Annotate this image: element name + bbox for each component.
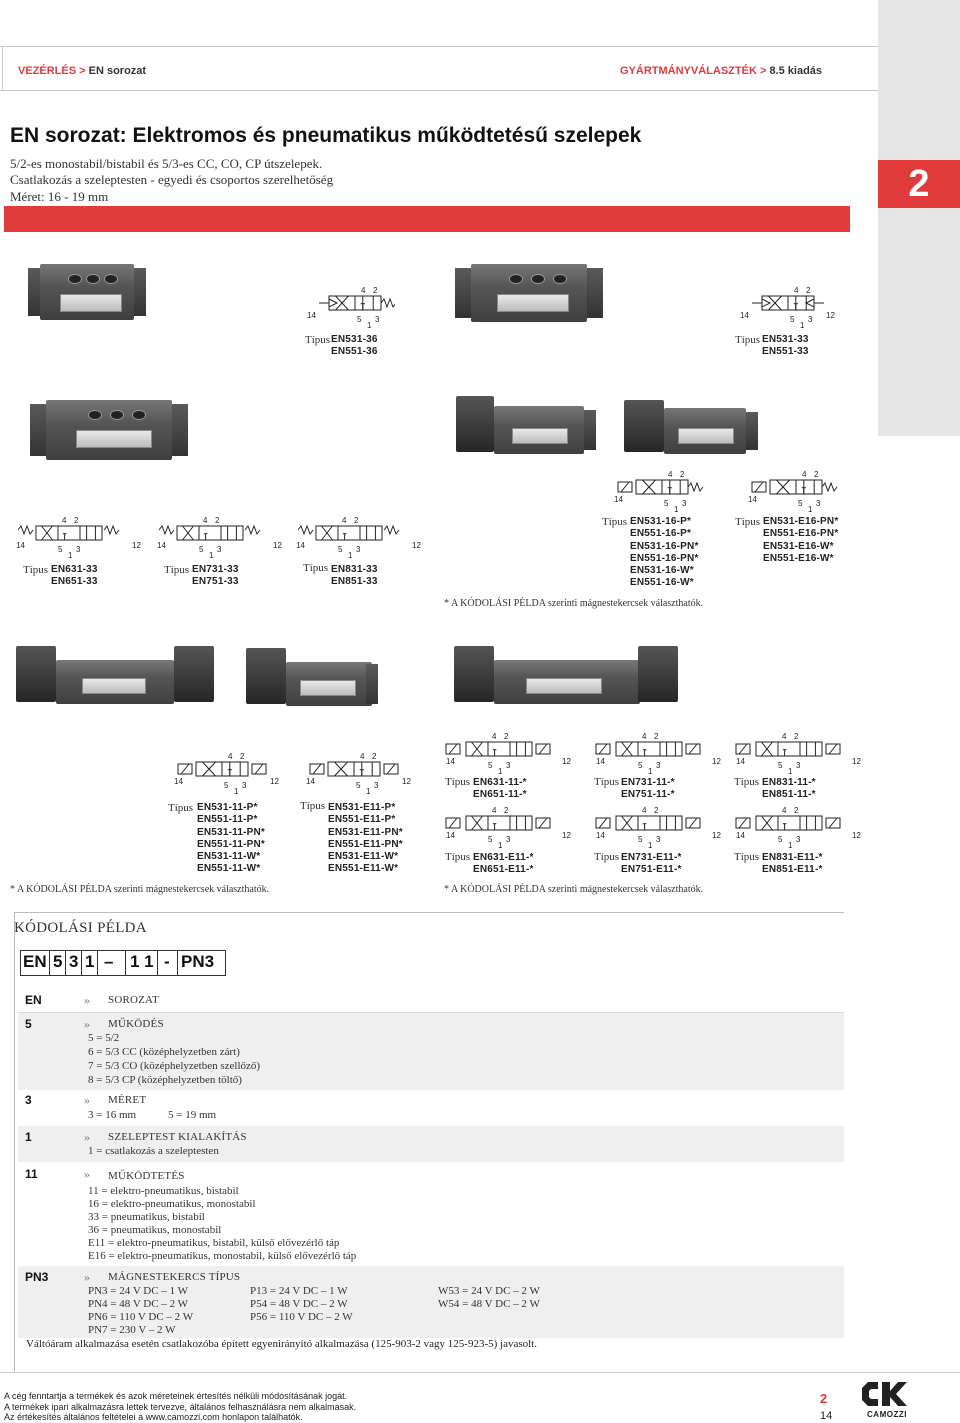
valve-photo-11 (16, 644, 216, 706)
svg-text:12: 12 (852, 831, 861, 840)
coding-title: KÓDOLÁSI PÉLDA (14, 920, 147, 936)
row-name: MŰKÖDTETÉS (108, 1170, 185, 1182)
svg-text:12: 12 (273, 541, 282, 550)
type-code: EN651-33 (51, 576, 98, 588)
svg-text:3: 3 (796, 761, 801, 770)
type-code: EN851-11-* (762, 789, 816, 801)
svg-text:12: 12 (412, 541, 421, 550)
type-codes-g14 (621, 852, 682, 877)
row-option: 36 = pneumatikus, monostabil (88, 1224, 222, 1236)
type-code: EN551-E11-W* (328, 863, 399, 875)
type-codes-g3 (51, 564, 98, 589)
svg-text:2: 2 (215, 516, 220, 525)
row-option: 7 = 5/3 CO (középhelyzetben szellőző) (88, 1060, 261, 1072)
coding-frame-top (14, 912, 844, 913)
row-option: 5 = 5/2 (88, 1032, 120, 1044)
type-code: EN731-11-* (621, 777, 675, 788)
svg-text:3: 3 (796, 835, 801, 844)
svg-text:2: 2 (372, 752, 377, 761)
svg-text:5: 5 (778, 761, 783, 770)
type-code: EN531-11-P* (197, 802, 258, 813)
row-option: 16 = elektro-pneumatikus, monostabil (88, 1198, 256, 1210)
svg-text:1: 1 (498, 841, 503, 850)
svg-text:14: 14 (748, 495, 757, 504)
svg-text:12: 12 (132, 541, 141, 550)
symbol-52-16 (612, 470, 708, 516)
chapter-number: 2 (820, 1391, 828, 1406)
svg-text:2: 2 (373, 286, 378, 295)
symbol-52-pneumatic-mono (305, 286, 395, 332)
svg-text:12: 12 (402, 777, 411, 786)
coil-note: * A KÓDOLÁSI PÉLDA szerinti mágnestekercsek választhatók. (444, 598, 704, 609)
svg-text:1: 1 (366, 787, 371, 796)
row-option: 3 = 16 mm (88, 1109, 137, 1121)
catalogue-label: GYÁRTMÁNYVÁLASZTÉK > (620, 65, 770, 77)
svg-text:12: 12 (712, 757, 721, 766)
type-code: EN851-E11-* (762, 864, 823, 876)
type-codes-g12 (762, 777, 816, 802)
symbol-52-11 (172, 752, 282, 798)
type-code: EN531-E16-PN* (763, 516, 839, 527)
svg-text:5: 5 (488, 835, 493, 844)
tipus-label: Típus (445, 776, 471, 788)
svg-text:14: 14 (307, 311, 316, 320)
svg-text:2: 2 (794, 806, 799, 815)
row-option: 6 = 5/3 CC (középhelyzetben zárt) (88, 1046, 240, 1058)
svg-text:4: 4 (802, 470, 807, 479)
breadcrumb (18, 65, 146, 77)
tipus-label: Típus (594, 851, 620, 863)
row-option: PN7 = 230 V – 2 W (88, 1324, 176, 1336)
svg-text:4: 4 (642, 806, 647, 815)
svg-text:1: 1 (808, 505, 813, 514)
subtitle-line-1: 5/2-es monostabil/bistabil és 5/3-es CC, CO, CP útszelepek. (10, 156, 323, 171)
arrow-icon: » (84, 1167, 90, 1181)
code-seg-size: 3 (69, 952, 79, 971)
svg-text:3: 3 (356, 545, 361, 554)
svg-text:12: 12 (562, 831, 571, 840)
svg-text:3: 3 (506, 761, 511, 770)
svg-text:14: 14 (306, 777, 315, 786)
row-name: MŰKÖDÉS (108, 1018, 164, 1030)
type-code: EN651-E11-* (473, 864, 534, 876)
valve-photo-pneumatic-bi (455, 262, 603, 324)
svg-text:2: 2 (240, 752, 245, 761)
type-codes-g4 (192, 564, 239, 589)
type-code: EN551-16-W* (630, 577, 694, 589)
svg-text:1: 1 (648, 841, 653, 850)
svg-text:3: 3 (374, 781, 379, 790)
type-code: EN631-11-* (473, 777, 527, 788)
tipus-label: Típus (303, 562, 329, 574)
svg-text:5: 5 (199, 545, 204, 554)
svg-text:3: 3 (656, 835, 661, 844)
tipus-label: Típus (734, 851, 760, 863)
svg-text:3: 3 (816, 499, 821, 508)
row-name: MÁGNESTEKERCS TÍPUS (108, 1271, 241, 1283)
tipus-label: Típus (734, 776, 760, 788)
valve-photo-16 (456, 396, 596, 456)
type-code: EN551-E11-PN* (328, 838, 403, 850)
type-code: EN531-16-PN* (630, 540, 699, 552)
svg-text:5: 5 (664, 499, 669, 508)
svg-text:14: 14 (614, 495, 623, 504)
svg-text:12: 12 (826, 311, 835, 320)
svg-text:3: 3 (217, 545, 222, 554)
breadcrumb-section[interactable]: VEZÉRLÉS > (18, 65, 89, 77)
type-code: EN831-33 (331, 564, 378, 575)
type-code: EN551-33 (762, 346, 809, 358)
row-key: 3 (25, 1093, 32, 1107)
svg-text:4: 4 (228, 752, 233, 761)
svg-text:1: 1 (788, 841, 793, 850)
symbol-52-E16 (746, 470, 842, 516)
svg-text:4: 4 (492, 806, 497, 815)
type-code: EN531-11-PN* (197, 826, 265, 838)
svg-text:3: 3 (76, 545, 81, 554)
symbol-52-E11 (304, 752, 414, 798)
footer-line-3: Az értékesítés általános feltételei a www.camozzi.com honlapon találhatók. (4, 1412, 303, 1422)
svg-text:14: 14 (446, 757, 455, 766)
svg-text:2: 2 (814, 470, 819, 479)
valve-photo-53-pneumatic (30, 398, 188, 462)
svg-text:12: 12 (712, 831, 721, 840)
svg-text:14: 14 (16, 541, 25, 550)
row-name: SOROZAT (108, 994, 159, 1006)
type-codes-g10 (473, 777, 527, 802)
tipus-label: Típus (594, 776, 620, 788)
row-option: E16 = elektro-pneumatikus, monostabil, külső elővezérlő táp (88, 1250, 357, 1262)
type-codes-g1 (331, 334, 378, 359)
svg-text:1: 1 (674, 505, 679, 514)
row-option: 5 = 19 mm (168, 1109, 217, 1121)
svg-text:4: 4 (794, 286, 799, 295)
svg-text:14: 14 (740, 311, 749, 320)
type-code: EN531-E11-W* (328, 851, 399, 863)
subtitle-line-3: Méret: 16 - 19 mm (10, 189, 109, 204)
svg-text:4: 4 (668, 470, 673, 479)
type-codes-g8 (197, 802, 265, 876)
svg-text:1: 1 (648, 767, 653, 776)
arrow-icon: » (84, 993, 90, 1007)
row-name: SZELEPTEST KIALAKÍTÁS (108, 1131, 247, 1143)
svg-text:14: 14 (296, 541, 305, 550)
svg-text:5: 5 (488, 761, 493, 770)
symbol-53-co (155, 516, 285, 562)
row-option: P56 = 110 V DC – 2 W (250, 1311, 353, 1323)
row-option: 33 = pneumatikus, bistabil (88, 1211, 205, 1223)
coding-row-function (18, 1013, 844, 1090)
type-code: EN551-36 (331, 346, 378, 358)
left-rule (2, 46, 3, 91)
svg-text:5: 5 (224, 781, 229, 790)
type-code: EN551-11-W* (197, 863, 261, 875)
breadcrumb-current: EN sorozat (88, 65, 147, 77)
type-code: EN551-E16-PN* (763, 528, 839, 540)
symbol-52-pneumatic-bi (738, 286, 838, 332)
code-seg-coil: PN3 (181, 952, 215, 971)
valve-photo-E11 (232, 646, 378, 708)
type-code: EN531-E16-W* (763, 540, 834, 552)
side-tab (878, 0, 960, 436)
svg-text:4: 4 (203, 516, 208, 525)
coding-row-series (18, 990, 844, 1012)
svg-text:1: 1 (367, 321, 372, 330)
coding-row-size (18, 1090, 844, 1126)
type-codes-g9 (328, 802, 403, 876)
svg-text:1: 1 (234, 787, 239, 796)
header-rule (0, 90, 878, 91)
row-option: E11 = elektro-pneumatikus, bistabil, külső elővezérlő táp (88, 1237, 340, 1249)
svg-text:1: 1 (348, 551, 353, 560)
row-option: PN6 = 110 V DC – 2 W (88, 1311, 194, 1323)
type-code: EN551-11-PN* (197, 838, 265, 850)
row-option: P13 = 24 V DC – 1 W (250, 1285, 348, 1297)
symbol-53-cc-E11 (444, 806, 574, 852)
coding-row-body (18, 1126, 844, 1162)
svg-text:5: 5 (357, 315, 362, 324)
svg-text:14: 14 (596, 757, 605, 766)
svg-text:14: 14 (596, 831, 605, 840)
symbol-53-cp (294, 516, 424, 562)
type-code: EN551-11-P* (197, 814, 258, 826)
symbol-53-co-E11 (594, 806, 724, 852)
chapter-tab-number[interactable]: 2 (878, 160, 960, 208)
svg-text:2: 2 (654, 806, 659, 815)
svg-text:5: 5 (778, 835, 783, 844)
row-option: W54 = 48 V DC – 2 W (438, 1298, 540, 1310)
arrow-icon: » (84, 1130, 90, 1144)
page-title: EN sorozat: Elektromos és pneumatikus működtetésű szelepek (10, 124, 642, 147)
svg-text:1: 1 (788, 767, 793, 776)
type-code: EN551-16-P* (630, 528, 692, 540)
type-code: EN831-11-* (762, 777, 816, 788)
footer-rule (0, 1372, 960, 1373)
type-code: EN731-E11-* (621, 852, 682, 863)
svg-text:2: 2 (354, 516, 359, 525)
type-codes-g6 (630, 516, 699, 590)
valve-photo-E16 (612, 396, 758, 456)
svg-text:14: 14 (736, 831, 745, 840)
coding-frame-left (14, 912, 15, 1372)
row-option: P54 = 48 V DC – 2 W (250, 1298, 348, 1310)
type-codes-g15 (762, 852, 823, 877)
row-option: W53 = 24 V DC – 2 W (438, 1285, 540, 1297)
svg-text:2: 2 (680, 470, 685, 479)
svg-text:5: 5 (58, 545, 63, 554)
svg-text:3: 3 (808, 315, 813, 324)
type-code: EN531-16-W* (630, 565, 694, 577)
row-option: 11 = elektro-pneumatikus, bistabil (88, 1185, 239, 1197)
type-code: EN851-33 (331, 576, 378, 588)
svg-text:2: 2 (806, 286, 811, 295)
svg-text:5: 5 (338, 545, 343, 554)
type-codes-g11 (621, 777, 675, 802)
arrow-icon: » (84, 1093, 90, 1107)
svg-text:4: 4 (62, 516, 67, 525)
svg-text:3: 3 (375, 315, 380, 324)
tipus-label: Típus (23, 564, 49, 576)
tipus-label: Típus (168, 802, 194, 814)
type-code: EN631-E11-* (473, 852, 534, 863)
row-option: PN4 = 48 V DC – 2 W (88, 1298, 189, 1310)
svg-text:5: 5 (638, 835, 643, 844)
type-code: EN531-16-P* (630, 516, 692, 527)
svg-text:14: 14 (446, 831, 455, 840)
type-code: EN531-36 (331, 334, 378, 345)
svg-text:4: 4 (782, 732, 787, 741)
coding-row-operation (18, 1162, 844, 1266)
svg-text:14: 14 (174, 777, 183, 786)
type-codes-g2 (762, 334, 809, 359)
type-code: EN751-E11-* (621, 864, 682, 876)
svg-text:4: 4 (342, 516, 347, 525)
row-key: EN (25, 993, 42, 1007)
coil-note: * A KÓDOLÁSI PÉLDA szerinti mágnestekercsek választhatók. (10, 884, 270, 895)
code-seg-dash: – (104, 952, 114, 971)
subtitle-line-2: Csatlakozás a szeleptesten - egyedi és csoportos szerelhetőség (10, 172, 334, 187)
svg-text:12: 12 (270, 777, 279, 786)
svg-text:5: 5 (638, 761, 643, 770)
svg-text:2: 2 (504, 806, 509, 815)
top-rule (0, 46, 878, 47)
type-codes-g7 (763, 516, 838, 565)
row-option: 1 = csatlakozás a szeleptesten (88, 1145, 219, 1157)
svg-text:4: 4 (361, 286, 366, 295)
row-key: 5 (25, 1017, 32, 1031)
type-code: EN651-11-* (473, 789, 527, 801)
tipus-label: Típus (445, 851, 471, 863)
type-code: EN631-33 (51, 564, 98, 575)
footer-line-1: A cég fenntartja a termékek és azok méreteinek értesítés nélküli módosításának jogát. (4, 1391, 348, 1401)
code-seg-series: EN (23, 952, 47, 971)
row-key: 1 (25, 1130, 32, 1144)
row-option: PN3 = 24 V DC – 1 W (88, 1285, 189, 1297)
symbol-53-cc (14, 516, 144, 562)
type-codes-g13 (473, 852, 534, 877)
svg-text:14: 14 (736, 757, 745, 766)
type-code: EN551-E16-W* (763, 552, 834, 564)
type-code: EN751-33 (192, 576, 239, 588)
row-key: PN3 (25, 1270, 49, 1284)
svg-text:14: 14 (157, 541, 166, 550)
svg-text:12: 12 (562, 757, 571, 766)
svg-text:4: 4 (360, 752, 365, 761)
svg-text:3: 3 (242, 781, 247, 790)
svg-text:1: 1 (68, 551, 73, 560)
row-option: 8 = 5/3 CP (középhelyzetben töltő) (88, 1074, 242, 1086)
svg-text:1: 1 (800, 321, 805, 330)
code-seg-dash: - (164, 952, 170, 971)
symbol-53-cc-11 (444, 732, 574, 778)
symbol-53-cp-E11 (734, 806, 864, 852)
row-name: MÉRET (108, 1094, 147, 1106)
svg-text:2: 2 (794, 732, 799, 741)
type-code: EN531-11-W* (197, 851, 261, 863)
svg-text:4: 4 (492, 732, 497, 741)
symbol-53-co-11 (594, 732, 724, 778)
section-red-bar (4, 206, 850, 232)
type-code: EN831-E11-* (762, 852, 823, 863)
edition-value: 8.5 kiadás (769, 65, 823, 77)
coil-note: * A KÓDOLÁSI PÉLDA szerinti mágnestekercsek választhatók. (444, 884, 704, 895)
camozzi-logo-text: CAMOZZI (867, 1410, 907, 1419)
svg-text:5: 5 (356, 781, 361, 790)
type-code: EN731-33 (192, 564, 239, 575)
type-code: EN531-33 (762, 334, 809, 345)
svg-text:3: 3 (682, 499, 687, 508)
ac-note: Váltóáram alkalmazása esetén csatlakozóba épített egyenirányító alkalmazása (125-903-2 vagy 125-923-5) javasolt. (26, 1338, 537, 1350)
svg-text:3: 3 (656, 761, 661, 770)
symbol-53-cp-11 (734, 732, 864, 778)
type-code: EN551-E11-P* (328, 814, 396, 826)
code-seg-function: 5 (53, 952, 63, 971)
svg-text:2: 2 (654, 732, 659, 741)
svg-text:5: 5 (798, 499, 803, 508)
type-code: EN531-E11-PN* (328, 826, 403, 838)
svg-text:3: 3 (506, 835, 511, 844)
page-number: 14 (820, 1410, 833, 1422)
type-code: EN751-11-* (621, 789, 675, 801)
tipus-label: Típus (300, 800, 326, 812)
svg-text:1: 1 (498, 767, 503, 776)
type-code: EN551-16-PN* (630, 552, 699, 564)
type-codes-g5 (331, 564, 378, 589)
tipus-label: Típus (305, 334, 331, 346)
tipus-label: Típus (164, 564, 190, 576)
arrow-icon: » (84, 1017, 90, 1031)
arrow-icon: » (84, 1270, 90, 1284)
tipus-label: Típus (602, 516, 628, 528)
svg-text:5: 5 (790, 315, 795, 324)
edition-label (620, 65, 822, 77)
svg-text:2: 2 (74, 516, 79, 525)
svg-text:2: 2 (504, 732, 509, 741)
valve-photo-53-11 (454, 644, 678, 706)
tipus-label: Típus (735, 516, 761, 528)
svg-text:4: 4 (782, 806, 787, 815)
svg-text:1: 1 (209, 551, 214, 560)
tipus-label: Típus (735, 334, 761, 346)
code-seg-body: 1 (85, 952, 95, 971)
valve-photo-pneumatic-mono (28, 262, 146, 322)
code-seg-operation: 1 1 (130, 952, 154, 971)
svg-text:4: 4 (642, 732, 647, 741)
footer-line-2: A termékek ipari alkalmazásra lettek tervezve, általános felhasználásra nem alkalmasak. (4, 1402, 357, 1412)
svg-text:12: 12 (852, 757, 861, 766)
row-key: 11 (25, 1167, 38, 1181)
type-code: EN531-E11-P* (328, 802, 396, 813)
coding-row-coil (18, 1266, 844, 1338)
